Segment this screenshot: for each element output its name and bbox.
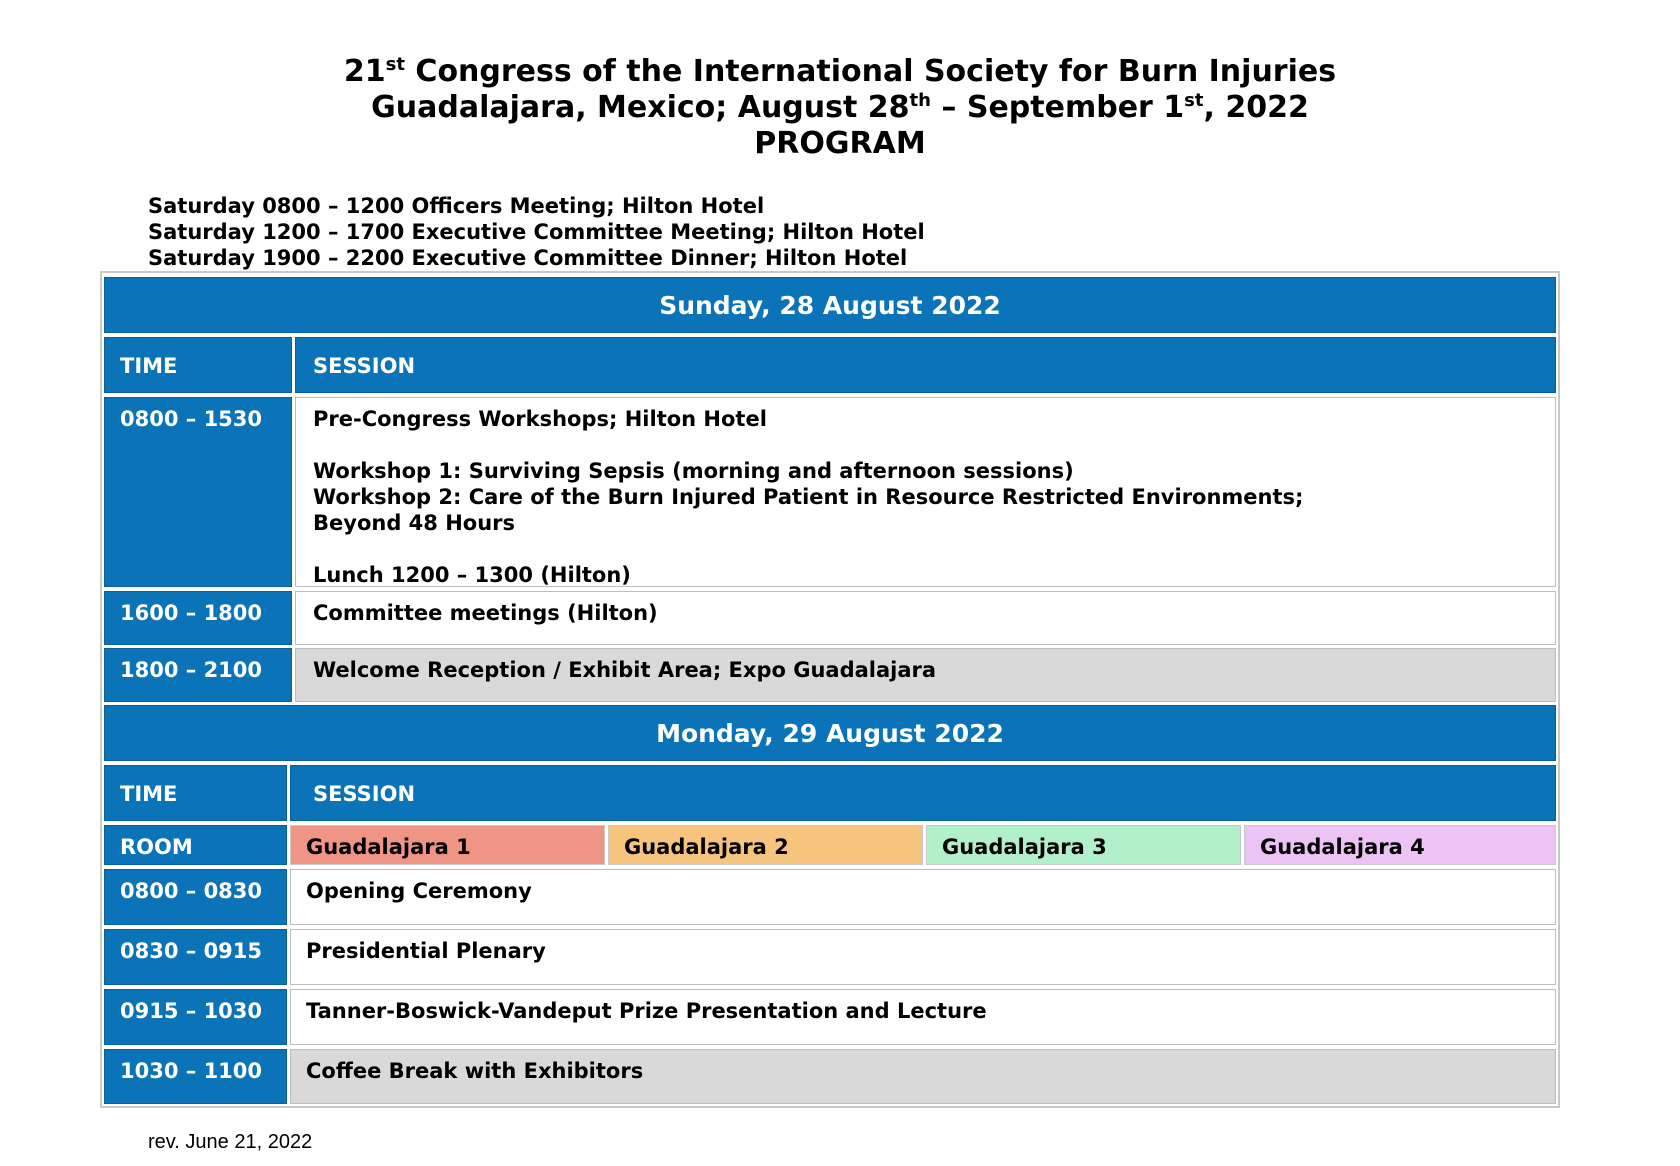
sunday-day-header: Sunday, 28 August 2022 <box>104 277 1556 333</box>
session-line: Pre-Congress Workshops; Hilton Hotel <box>313 407 767 431</box>
sunday-time-cell: 1600 – 1800 <box>104 591 292 645</box>
sunday-session-cell: Committee meetings (Hilton) <box>295 591 1556 645</box>
session-line: Beyond 48 Hours <box>313 511 516 535</box>
saturday-item: Saturday 1900 – 2200 Executive Committee Dinner; Hilton Hotel <box>148 246 908 270</box>
sunday-session-cell <box>295 397 1556 587</box>
monday-day-header: Monday, 29 August 2022 <box>104 705 1556 761</box>
room-guadalajara-1: Guadalajara 1 <box>290 825 605 865</box>
monday-session-cell: Coffee Break with Exhibitors <box>290 1049 1556 1104</box>
monday-session-header: SESSION <box>290 765 1556 821</box>
session-line: Workshop 1: Surviving Sepsis (morning and afternoon sessions) <box>313 459 1074 483</box>
schedule-table <box>100 271 1560 1108</box>
title-line-2: Guadalajara, Mexico; August 28th – September 1st, 2022 <box>371 90 1309 125</box>
revision-note: rev. June 21, 2022 <box>148 1131 313 1153</box>
monday-time-header: TIME <box>104 765 287 821</box>
sunday-session-header: SESSION <box>295 337 1556 393</box>
monday-time-cell: 1030 – 1100 <box>104 1049 287 1104</box>
room-guadalajara-2: Guadalajara 2 <box>608 825 923 865</box>
title-line-1: 21st Congress of the International Society for Burn Injuries <box>343 54 1337 89</box>
saturday-item: Saturday 1200 – 1700 Executive Committee Meeting; Hilton Hotel <box>148 220 925 244</box>
sunday-time-cell: 1800 – 2100 <box>104 648 292 702</box>
session-line: Lunch 1200 – 1300 (Hilton) <box>313 563 631 587</box>
title-line-3: PROGRAM <box>754 126 926 161</box>
room-guadalajara-4: Guadalajara 4 <box>1244 825 1556 865</box>
monday-session-cell: Tanner-Boswick-Vandeput Prize Presentation and Lecture <box>290 989 1556 1045</box>
monday-time-cell: 0800 – 0830 <box>104 869 287 925</box>
sunday-time-cell: 0800 – 1530 <box>104 397 292 587</box>
document-title <box>0 54 1680 162</box>
room-label: ROOM <box>104 825 287 865</box>
sunday-session-cell: Welcome Reception / Exhibit Area; Expo Guadalajara <box>295 648 1556 702</box>
monday-session-cell: Opening Ceremony <box>290 869 1556 925</box>
sunday-time-header: TIME <box>104 337 292 393</box>
monday-time-cell: 0830 – 0915 <box>104 929 287 985</box>
saturday-schedule <box>148 193 925 271</box>
saturday-item: Saturday 0800 – 1200 Officers Meeting; Hilton Hotel <box>148 194 765 218</box>
session-line: Workshop 2: Care of the Burn Injured Patient in Resource Restricted Environments; <box>313 485 1304 509</box>
monday-time-cell: 0915 – 1030 <box>104 989 287 1045</box>
room-guadalajara-3: Guadalajara 3 <box>926 825 1241 865</box>
monday-session-cell: Presidential Plenary <box>290 929 1556 985</box>
